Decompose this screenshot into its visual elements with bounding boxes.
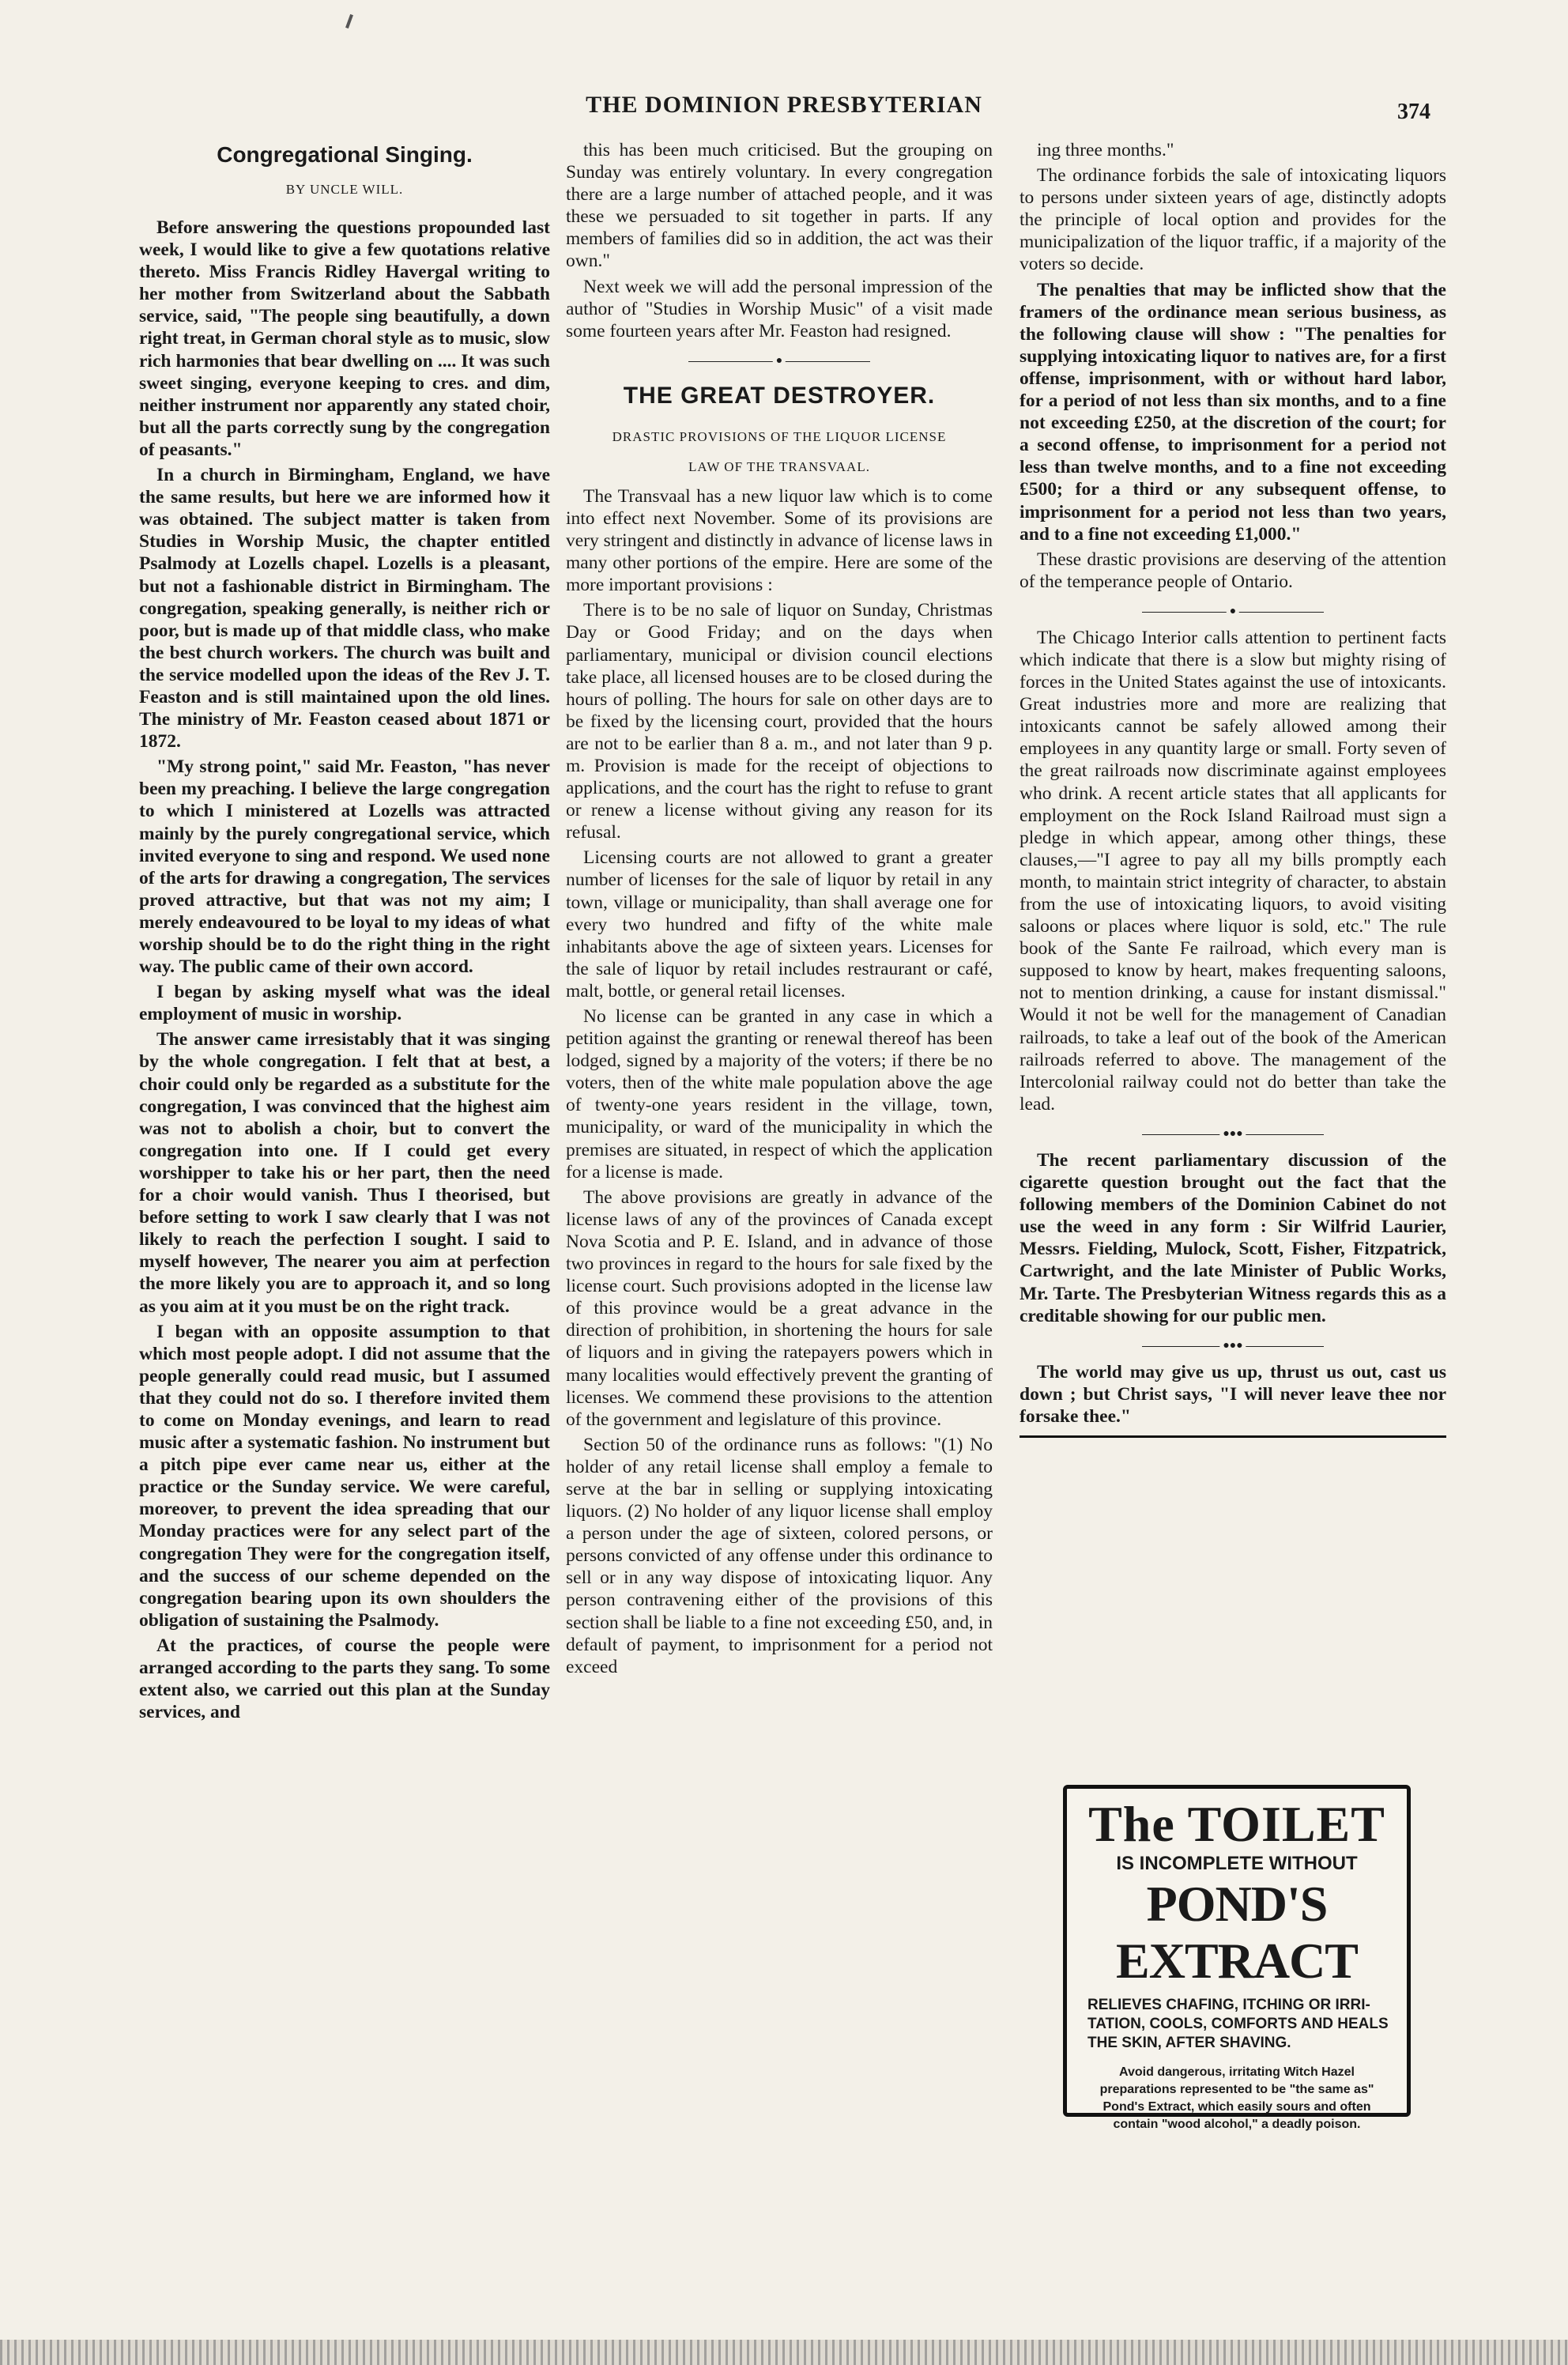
ad-brand: POND'S EXTRACT	[1116, 1876, 1358, 1989]
ad-claim-line: THE SKIN, AFTER SHAVING.	[1087, 2035, 1291, 2051]
article-title-congregational-singing: Congregational Singing.	[217, 142, 473, 167]
section-divider: ●●●	[1142, 1346, 1324, 1353]
ad-claim-line: RELIEVES CHAFING, ITCHING OR IRRI-	[1087, 1997, 1370, 2013]
article-subtitle: LAW OF THE TRANSVAAL.	[688, 458, 870, 474]
ad-subheadline: IS INCOMPLETE WITHOUT	[1116, 1853, 1358, 1874]
page-header-title: THE DOMINION PRESBYTERIAN	[586, 92, 982, 118]
paragraph: Licensing courts are not allowed to grant a greater number of licenses for the sale of liquor by retail in any town, village or municipality, than shall average one for every two hundred and fifty of the white male inhabitants above the age of sixteen years. Licenses for the sale of liquor by retail includes restraurant or café, malt, bottle, or general retail licenses.	[566, 847, 993, 1001]
paragraph: this has been much criticised. But the grouping on Sunday was entirely voluntary. In every congregation there are a large number of attached people, and it was these we persuaded to sit together in parts. If any members of families did so in addition, the act was their own."	[566, 140, 993, 272]
article-body-congregational-singing	[139, 217, 550, 1723]
article-byline: BY UNCLE WILL.	[285, 182, 404, 197]
section-divider: ●	[1142, 612, 1324, 619]
paragraph: The answer came irresistably that it was singing by the whole congregation. I felt that at best, a choir could only be regarded as a substitute for the congregation, I was convinced that the highest aim was not to abolish a choir, but to convert the congregation into one. If I could get every worshipper to take his or her part, then the need for a choir would vanish. Thus I theorised, but before setting to work I saw clearly that I was not likely to reach the perfection I sought. I said to myself however, The nearer you aim at perfection the more likely you are to approach it, and so long as you aim at it you must be on the right track.	[139, 1029, 550, 1317]
paragraph: There is to be no sale of liquor on Sunday, Christmas Day or Good Friday; and on the days when parliamentary, municipal or division council elections take place, all licensed houses are to be closed during the hours of polling. The hours for sale on other days are to be fixed by the licensing court, provided that the hours are not to be earlier than 8 a. m., and not later than 9 p. m. Provision is made for the receipt of objections to applications, and the court has the right to refuse to grant or renew a license without giving any reason for its refusal.	[566, 600, 993, 843]
section-divider: ●	[688, 361, 870, 368]
paragraph: These drastic provisions are deserving of the attention of the temperance people of Ontario.	[1020, 549, 1446, 592]
page-number: 374	[1397, 100, 1430, 124]
article-title-great-destroyer: THE GREAT DESTROYER.	[623, 382, 936, 409]
section-divider: ●●●	[1142, 1134, 1324, 1141]
paragraph: At the practices, of course the people were arranged according to the parts they sang. To some extent also, we carried out this plan at the Sunday services, and	[139, 1635, 550, 1723]
ad-warning: Avoid dangerous, irritating Witch Hazel preparations represented to be "the same as" Pond's Extract, which easily sours and often contain "wood alcohol," a deadly poison.	[1099, 2065, 1374, 2131]
paragraph: The Chicago Interior calls attention to pertinent facts which indicate that there is a slow but mighty rising of forces in the United States against the use of intoxicants. Great industries more and more are realizing that intoxicants cannot be safely allowed among their employees in any quantity large or small. Forty seven of the great railroads now discriminate against employees who drink. A recent article states that all applicants for employment on the Rock Island Railroad must sign a pledge in which appear, among other things, these clauses,—"I agree to pay all my bills promptly each month, to maintain strict integrity of character, to abstain from the use of intoxicating liquors, to avoid visiting saloons or places where liquor is sold, etc." The rule book of the Sante Fe railroad, which every man is supposed to know by heart, makes frequenting saloons, not to mention drinking, a cause for instant dismissal." Would it not be well for the management of Canadian railroads, to take a leaf out of the book of the American railroads referred to above. The management of the Intercolonial railway could not do better than take the lead.	[1020, 627, 1446, 1115]
paragraph: "My strong point," said Mr. Feaston, "has never been my preaching. I believe the large congregation to which I ministered at Lozells was attracted mainly by the purely congregational service, which invited everyone to sing and respond. We used none of the arts for drawing a congregation, The services proved attractive, but that was not my aim; I merely endeavoured to be loyal to my ideas of what worship should be to do the right thing in the right way. The public came of their own accord.	[139, 756, 550, 978]
ad-claim	[1081, 1996, 1393, 2053]
column-1	[139, 139, 550, 1726]
paragraph: ing three months."	[1037, 140, 1174, 160]
paragraph: I began with an opposite assumption to that which most people adopt. I did not assume that the people generally could read music, but I assumed that they could not do so. I therefore invited them to come on Monday evenings, and learn to read music after a systematic fashion. No instrument but a pitch pipe ever came near us, either at the practice or the Sunday service. We were careful, moreover, to prevent the idea spreading that our Monday practices were for any select part of the congregation They were for the congregation itself, and the success of our scheme depended on the congregation bearing upon its own shoulders the obligation of sustaining the Psalmody.	[139, 1321, 550, 1631]
paragraph: Before answering the questions propounded last week, I would like to give a few quotations relative thereto. Miss Francis Ridley Havergal writing to her mother from Switzerland about the Sabbath service, said, "The people sing beautifully, a down right treat, in German choral style as to music, slow rich harmonies that bear dwelling on .... It was such sweet singing, everyone keeping to cres. and dim, neither instrument nor apparently any stated choir, but all the parts correctly sung by the congregation of peasants."	[139, 217, 550, 460]
paragraph: The ordinance forbids the sale of intoxicating liquors to persons under sixteen years of age, distinctly adopts the principle of local option and provides for the municipalization of the liquor traffic, if a majority of the voters so decide.	[1020, 165, 1446, 275]
paragraph: The penalties that may be inflicted show that the framers of the ordinance mean serious business, as the following clause will show : "The penalties for supplying intoxicating liquor to natives are, for a first offense, imprisonment, with or without hard labor, for a period of not less than six months, and to a fine not exceeding £250, at the discretion of the court; for a second offense, to imprisonment for a period not less than twelve months, and to a fine not exceeding £500; for a third or any subsequent offense, to imprisonment for a period not less than two years, and to a fine not exceeding £1,000."	[1020, 279, 1446, 545]
column-rule	[1020, 1435, 1446, 1438]
scan-mark	[345, 14, 353, 28]
paragraph: The world may give us up, thrust us out, cast us down ; but Christ says, "I will never leave thee nor forsake thee."	[1020, 1361, 1446, 1427]
scan-edge-noise	[0, 2340, 1568, 2365]
paragraph: No license can be granted in any case in which a petition against the granting or renewal thereof has been lodged, signed by a majority of the voters; if there be no voters, then of the white male population above the age of twenty-one years resident in the village, town, municipality, or ward of the municipality in which the premises are situated, in respect of which the application for a license is made.	[566, 1006, 993, 1182]
article-subtitle: DRASTIC PROVISIONS OF THE LIQUOR LICENSE	[612, 428, 947, 444]
paragraph: Next week we will add the personal impression of the author of "Studies in Worship Music" of a visit made some fourteen years after Mr. Feaston had resigned.	[566, 276, 993, 341]
ad-headline: The TOILET	[1088, 1796, 1385, 1852]
ad-claim-line: TATION, COOLS, COMFORTS AND HEALS	[1087, 2016, 1389, 2032]
paragraph: In a church in Birmingham, England, we have the same results, but here we are informed how it was obtained. The subject matter is taken from Studies in Worship Music, the chapter entitled Psalmody at Lozells chapel. Lozells is a pleasant, but not a fashionable district in Birmingham. The congregation, speaking generally, is neither rich or poor, but is made up of that middle class, who make the best church workers. The church was built and the service modelled upon the ideas of the Rev J. T. Feaston and is still maintained upon the old lines. The ministry of Mr. Feaston ceased about 1871 or 1872.	[139, 465, 550, 752]
paragraph: I began by asking myself what was the ideal employment of music in worship.	[139, 982, 550, 1025]
paragraph: The recent parliamentary discussion of the cigarette question brought out the fact that the following members of the Dominion Cabinet do not use the weed in any form : Sir Wilfrid Laurier, Messrs. Fielding, Mulock, Scott, Fisher, Fitzpatrick, Cartwright, and the late Minister of Public Works, Mr. Tarte. The Presbyterian Witness regards this as a creditable showing for our public men.	[1020, 1149, 1446, 1326]
column-2	[566, 139, 993, 1681]
paragraph: The Transvaal has a new liquor law which is to come into effect next November. Some of its provisions are very stringent and distinctly in advance of license laws in many other portions of the empire. Here are some of the more important provisions :	[566, 485, 993, 596]
paragraph: The above provisions are greatly in advance of the license laws of any of the provinces of Canada except Nova Scotia and P. E. Island, and in advance of those two provinces in regard to the hours for sale fixed by the license court. Such provisions adopted in the license law of this province would be a great advance in the direction of prohibition, in shortening the hours for sale of liquors and in giving the ratepayers powers which in many localities would effectively prevent the granting of licenses. We commend these provisions to the attention of the government and legislature of this province.	[566, 1186, 993, 1430]
paragraph: Section 50 of the ordinance runs as follows: "(1) No holder of any retail license shall employ a female to serve at the bar in selling or supplying intoxicating liquors. (2) No holder of any liquor license shall employ a person under the age of sixteen, colored persons, or persons convicted of any offense under this ordinance to sell or in any way dispose of intoxicating liquor. Any person contravening either of the provisions of this section shall be liable to a fine not exceeding £50, and, in default of payment, to imprisonment for a period not exceed	[566, 1434, 993, 1677]
column-3	[1020, 139, 1446, 1449]
ponds-extract-advertisement	[1063, 1785, 1411, 2131]
